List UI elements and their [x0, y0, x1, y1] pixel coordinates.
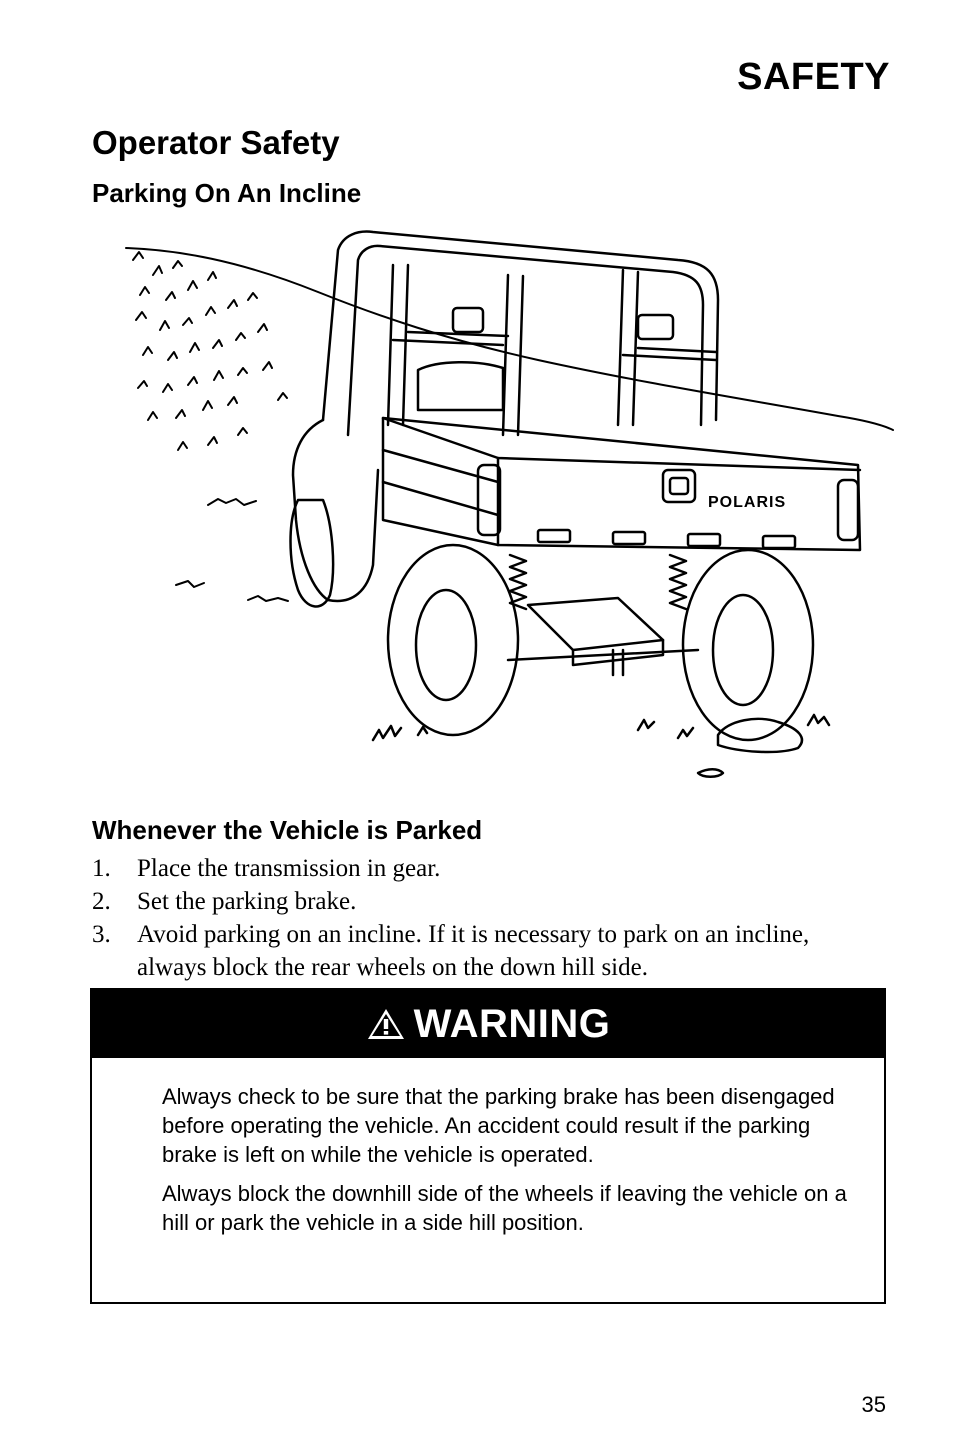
page-number: 35 — [861, 1392, 886, 1417]
warning-triangle-icon — [366, 1007, 406, 1041]
step-text: Avoid parking on an incline. If it is necessary to park on an incline, always block the rear wheels on the down hill side. — [137, 921, 810, 981]
list-item — [92, 852, 832, 885]
warning-body — [162, 1082, 852, 1247]
list-item — [92, 918, 832, 984]
warning-paragraph: Always block the downhill side of the wheels if leaving the vehicle on a hill or park the vehicle in a side hill position. — [162, 1181, 847, 1235]
warning-box — [90, 988, 886, 1304]
section-title: SAFETY — [737, 56, 890, 98]
step-number: 1. — [92, 855, 111, 882]
list-heading: Whenever the Vehicle is Parked — [92, 815, 483, 845]
utility-vehicle-illustration — [118, 220, 898, 790]
step-text: Set the parking brake. — [137, 888, 357, 915]
page-heading: Operator Safety — [92, 124, 340, 161]
subheading: Parking On An Incline — [92, 178, 362, 208]
step-number: 2. — [92, 888, 111, 915]
warning-label: WARNING — [413, 1001, 611, 1046]
step-text: Place the transmission in gear. — [137, 855, 441, 882]
list-item — [92, 885, 832, 918]
step-number: 3. — [92, 921, 111, 948]
brand-text: POLARIS — [708, 494, 787, 511]
warning-header — [92, 990, 884, 1058]
parking-steps-list — [92, 852, 832, 984]
warning-paragraph: Always check to be sure that the parking brake has been disengaged before operating the vehicle. An accident could result if the parking brake is left on while the vehicle is operated. — [162, 1084, 835, 1167]
